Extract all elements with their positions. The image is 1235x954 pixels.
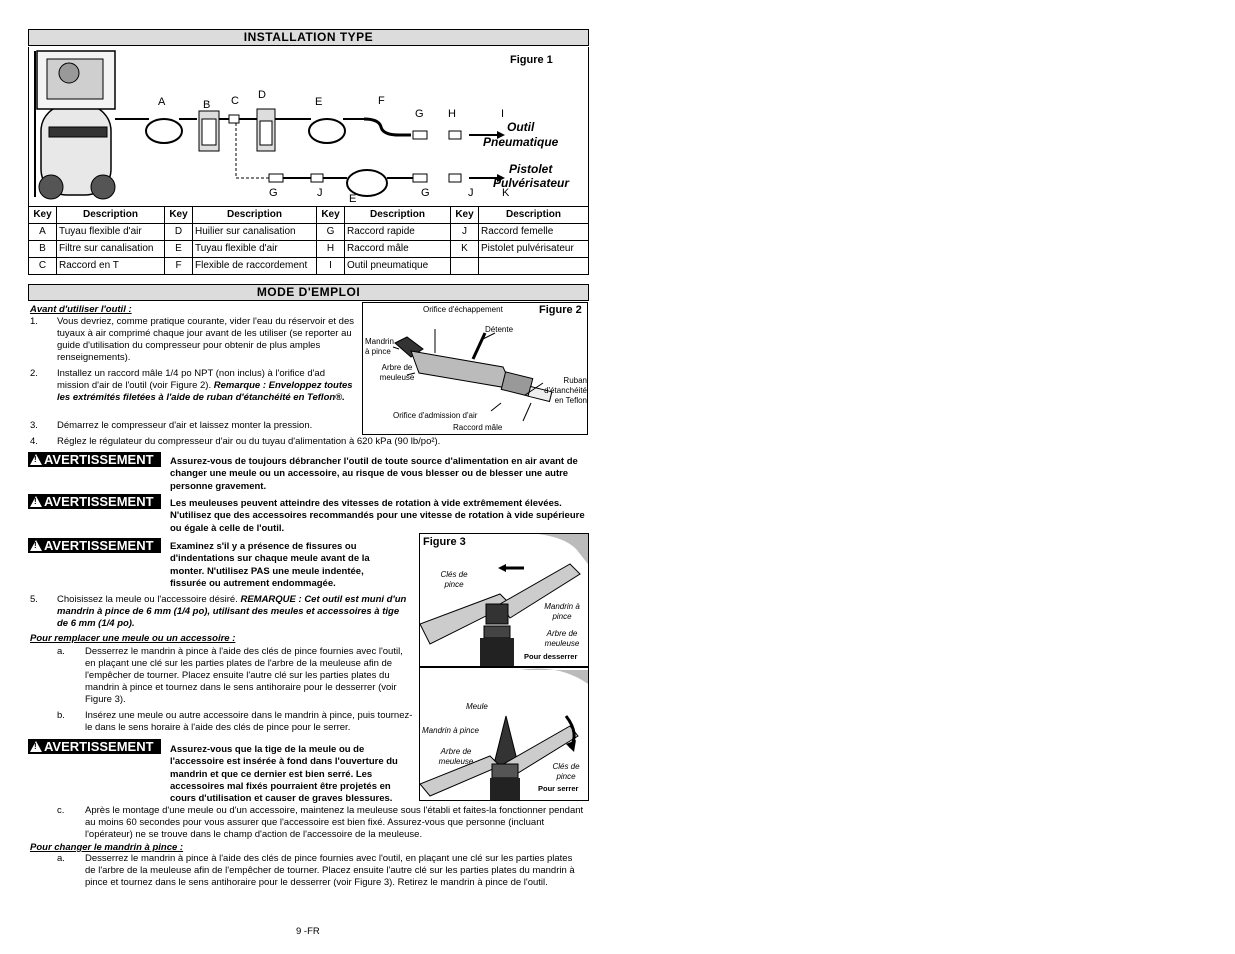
table-cell: K xyxy=(451,241,479,258)
table-cell: Raccord en T xyxy=(57,258,165,275)
fig1-letter-f: F xyxy=(378,95,385,107)
fig2-arbre: Arbre de meuleuse xyxy=(379,363,415,382)
fig1-letter-j-bottom-1: J xyxy=(317,187,323,199)
table-cell: E xyxy=(165,241,193,258)
table-cell: Raccord rapide xyxy=(345,224,451,241)
table-cell: Filtre sur canalisation xyxy=(57,241,165,258)
change-a-text: Desserrez le mandrin à pince à l'aide des clés de pince fournies avec l'outil, en plaçant une clé sur les parties plates de l'arbre de la meuleuse afin de l'empêcher de tourner. Placez ensuite l'autre clé sur les parties plates du mandrin à pince et tournez dans le sens antihoraire pour le desserrer (voir Figure 3). Retirez le mandrin à pince de l'outil. xyxy=(85,853,575,888)
step-1-text: Vous devriez, comme pratique courante, vider l'eau du réservoir et des tuyaux à air comprimé chaque jour avant de les utiliser (se reporter au guide d'utilisation du compresseur pour obtenir de plus amples renseignements). xyxy=(57,316,354,363)
table-cell xyxy=(451,258,479,275)
table-cell: G xyxy=(317,224,345,241)
figure-2-title: Figure 2 xyxy=(539,304,582,316)
page-number: 9 -FR xyxy=(296,926,320,937)
installation-type-header: INSTALLATION TYPE xyxy=(28,29,589,46)
table-cell: Tuyau flexible d'air xyxy=(193,241,317,258)
fig1-letter-g-bottom-1: G xyxy=(269,187,278,199)
fig3-arbre: Arbre de meuleuse xyxy=(544,629,580,648)
fig1-letter-i: I xyxy=(501,108,505,120)
warning-label: AVERTISSEMENT xyxy=(44,494,154,509)
key-header: Key xyxy=(317,207,345,224)
warning-badge xyxy=(28,494,161,509)
step-2-text xyxy=(57,368,359,404)
step-5-plain: Choisissez la meule ou l'accessoire désiré. xyxy=(57,594,241,605)
compressor-illustration xyxy=(35,51,115,199)
fig2-raccord-male: Raccord mâle xyxy=(453,423,503,432)
key-table xyxy=(28,206,589,275)
description-header: Description xyxy=(345,207,451,224)
table-cell: C xyxy=(29,258,57,275)
warning-icon: ! xyxy=(30,540,42,551)
table-cell: Huilier sur canalisation xyxy=(193,224,317,241)
step-1-number: 1. xyxy=(30,316,38,327)
warning-label: AVERTISSEMENT xyxy=(44,739,154,754)
replace-c-label: c. xyxy=(57,805,65,816)
fig2-mandrin: Mandrin à pince xyxy=(365,337,394,356)
description-header: Description xyxy=(193,207,317,224)
step-5-text xyxy=(57,594,411,630)
figure-3-title: Figure 3 xyxy=(423,536,466,548)
fig1-letter-k: K xyxy=(502,187,510,199)
key-header: Key xyxy=(165,207,193,224)
replace-a-text: Desserrez le mandrin à pince à l'aide des clés de pince fournies avec l'outil, en plaçant une clé sur les parties plates de l'arbre de la meuleuse afin de l'empêcher de tourner. Placez ensuite l'autre clé sur les parties plates du mandrin à pince et tournez dans le sens antihoraire pour le desserrer (voir Figure 3). xyxy=(85,646,403,705)
table-row xyxy=(29,241,589,258)
table-cell: Raccord mâle xyxy=(345,241,451,258)
warning-label: AVERTISSEMENT xyxy=(44,452,154,467)
warning-text-3: Examinez s'il y a présence de fissures ou d'indentations sur chaque meule avant de la monter. N'utilisez PAS une meule indentée, fissurée ou autrement endommagée. xyxy=(170,541,370,589)
before-use-heading: Avant d'utiliser l'outil : xyxy=(30,304,132,315)
fig1-letter-e: E xyxy=(315,96,323,108)
fig2-orifice-echappement: Orifice d'échappement xyxy=(423,305,503,314)
table-row xyxy=(29,258,589,275)
figure-1 xyxy=(28,47,589,207)
table-cell: Flexible de raccordement xyxy=(193,258,317,275)
table-cell: H xyxy=(317,241,345,258)
table-cell: Tuyau flexible d'air xyxy=(57,224,165,241)
figure-2 xyxy=(362,302,588,435)
warning-icon: ! xyxy=(30,454,42,465)
fig1-pistolet-label: Pistolet xyxy=(509,162,553,176)
table-cell: D xyxy=(165,224,193,241)
table-cell: Outil pneumatique xyxy=(345,258,451,275)
step-3-text: Démarrez le compresseur d'air et laissez monter la pression. xyxy=(57,420,313,431)
step-4-text: Réglez le régulateur du compresseur d'air ou du tuyau d'alimentation à 620 kPa (90 lb/po²). xyxy=(57,436,441,447)
description-header: Description xyxy=(57,207,165,224)
fig3-arbre-2: Arbre de meuleuse xyxy=(438,747,474,766)
warning-text-2: Les meuleuses peuvent atteindre des vitesses de rotation à vide extrêmement élevées. N'utilisez que des accessoires recommandés pour une vitesse de rotation à vide supérieure ou égale à celle de l'outil. xyxy=(170,498,585,534)
table-cell: Raccord femelle xyxy=(479,224,589,241)
fig1-letter-j-bottom-2: J xyxy=(468,187,474,199)
fig1-letter-d: D xyxy=(258,89,266,101)
table-row xyxy=(29,224,589,241)
fig1-letter-b: B xyxy=(203,99,211,111)
key-header: Key xyxy=(451,207,479,224)
warning-icon: ! xyxy=(30,496,42,507)
warning-badge xyxy=(28,739,161,754)
step-5-remark: REMARQUE : Cet outil est muni d'un mandrin à pince de 6 mm (1/4 po), utilisant des meules et accessoires à tige de 6 mm (1/4 po). xyxy=(57,594,407,629)
step-2-remark: Remarque : Enveloppez toutes les extrémités filetées à l'aide de ruban d'étanchéité en Teflon®. xyxy=(57,380,353,403)
table-cell: Pistolet pulvérisateur xyxy=(479,241,589,258)
fig2-ruban: Ruban d'étanchéité en Teflon xyxy=(544,376,587,405)
fig1-pneumatique-label: Pneumatique xyxy=(483,135,559,149)
fig3-mandrin: Mandrin à pince xyxy=(544,602,580,621)
warning-badge xyxy=(28,538,161,553)
step-5-number: 5. xyxy=(30,594,38,605)
fig2-detente: Détente xyxy=(485,325,514,334)
fig1-letter-g-bottom-2: G xyxy=(421,187,430,199)
warning-text-4: Assurez-vous que la tige de la meule ou de l'accessoire est insérée à fond dans l'ouverture du mandrin et que ce dernier est bien serré. Les accessoires mal fixés pourraient être projetés en cours d'utilisation et causer de graves blessures. xyxy=(170,744,398,805)
table-cell: F xyxy=(165,258,193,275)
warning-icon: ! xyxy=(30,741,42,752)
fig1-letter-c: C xyxy=(231,95,239,107)
replace-c-text: Après le montage d'une meule ou d'un accessoire, maintenez la meuleuse sous l'établi et faites-la fonctionner pendant au moins 60 secondes pour vous assurer que l'accessoire est bien fixé. Assurez-vous que personne (incluant l'opérateur) ne se trouve dans le champ d'action de l'accessoire de la meuleuse. xyxy=(85,805,584,840)
fig3-mandrin-2: Mandrin à pince xyxy=(422,726,479,735)
description-header: Description xyxy=(479,207,589,224)
mode-emploi-header: MODE D'EMPLOI xyxy=(28,284,589,301)
key-header: Key xyxy=(29,207,57,224)
table-cell xyxy=(479,258,589,275)
warning-label: AVERTISSEMENT xyxy=(44,538,154,553)
fig3-serrer: Pour serrer xyxy=(538,784,579,793)
step-3-number: 3. xyxy=(30,420,38,431)
key-table-header-row xyxy=(29,207,589,224)
warning-badge xyxy=(28,452,161,467)
fig3-meule: Meule xyxy=(466,702,488,711)
fig1-letter-a: A xyxy=(158,96,166,108)
replace-b-label: b. xyxy=(57,710,65,721)
step-4-number: 4. xyxy=(30,436,38,447)
fig3-desserrer: Pour desserrer xyxy=(524,652,578,661)
fig1-letter-g-top: G xyxy=(415,108,424,120)
replace-b-text: Insérez une meule ou autre accessoire dans le mandrin à pince, puis tournez-le dans le sens horaire à l'aide des clés de pince pour le serrer. xyxy=(85,710,413,733)
figure-3 xyxy=(419,533,589,801)
fig1-letter-h: H xyxy=(448,108,456,120)
figure-1-title: Figure 1 xyxy=(510,54,553,66)
warning-text-1: Assurez-vous de toujours débrancher l'outil de toute source d'alimentation en air avant de changer une meule ou un accessoire, au risque de vous blesser ou de blesser une autre personne gravement. xyxy=(170,456,578,492)
table-cell: A xyxy=(29,224,57,241)
fig3-cles-2: Clés de pince xyxy=(552,762,580,781)
fig1-pulverisateur-label: Pulvérisateur xyxy=(493,176,570,190)
table-cell: B xyxy=(29,241,57,258)
table-cell: I xyxy=(317,258,345,275)
table-cell: J xyxy=(451,224,479,241)
step-2-plain: Installez un raccord mâle 1/4 po NPT (non inclus) à l'orifice d'ad mission d'air de l'outil (voir Figure 2). xyxy=(57,368,325,391)
fig3-cles: Clés de pince xyxy=(440,570,468,589)
fig1-outil-label: Outil xyxy=(507,120,535,134)
change-heading: Pour changer le mandrin à pince : xyxy=(30,842,184,853)
step-2-number: 2. xyxy=(30,368,38,379)
fig1-letter-e-bottom: E xyxy=(349,193,357,205)
replace-heading: Pour remplacer une meule ou un accessoire : xyxy=(30,633,236,644)
replace-a-label: a. xyxy=(57,646,65,657)
fig2-orifice-admission: Orifice d'admission d'air xyxy=(393,411,478,420)
change-a-label: a. xyxy=(57,853,65,864)
